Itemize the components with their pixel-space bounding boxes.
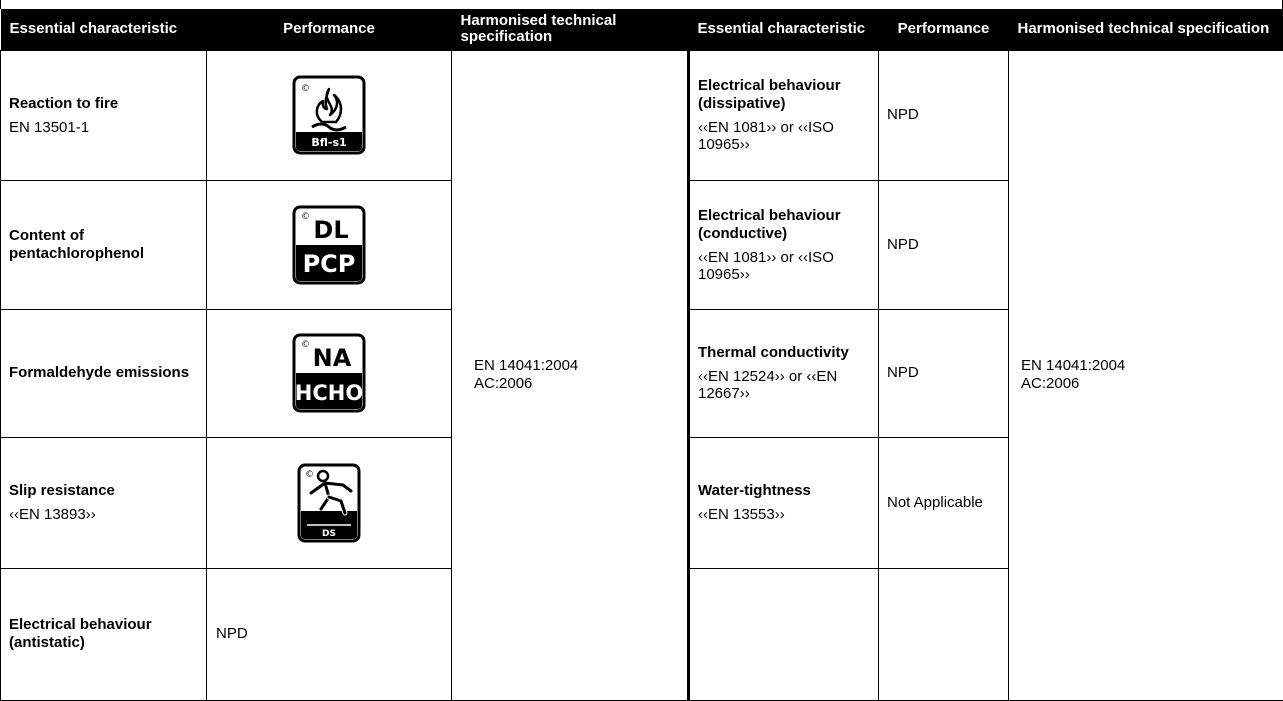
performance-table bbox=[0, 9, 1283, 701]
characteristic-name: Electrical behaviour (antistatic) bbox=[9, 616, 198, 652]
characteristic-name: Thermal conductivity bbox=[698, 344, 870, 362]
header-harmonised-spec-right: Harmonised technical specification bbox=[1009, 9, 1283, 50]
header-performance-left: Performance bbox=[207, 9, 452, 50]
top-border-strip bbox=[0, 0, 1283, 9]
characteristic-name: Slip resistance bbox=[9, 482, 198, 500]
characteristic-name: Electrical behaviour (conductive) bbox=[698, 207, 870, 243]
performance-cell bbox=[207, 180, 452, 309]
characteristic-standard: ‹‹EN 13893›› bbox=[9, 506, 198, 523]
icon-label-bottom: HCHO bbox=[295, 381, 363, 405]
characteristic-standard: ‹‹EN 1081›› or ‹‹ISO 10965›› bbox=[698, 119, 870, 153]
characteristic-standard: ‹‹EN 13553›› bbox=[698, 506, 870, 523]
characteristic-name: Reaction to fire bbox=[9, 95, 198, 113]
characteristic-name: Formaldehyde emissions bbox=[9, 364, 198, 382]
characteristic-cell bbox=[689, 50, 879, 180]
characteristic-name: Content of pentachlorophenol bbox=[9, 227, 198, 263]
icon-label-top: NA bbox=[313, 344, 352, 372]
header-row bbox=[1, 9, 1283, 50]
slip-class-label: DS bbox=[322, 529, 336, 539]
performance-cell bbox=[207, 309, 452, 437]
characteristic-standard: ‹‹EN 12524›› or ‹‹EN 12667›› bbox=[698, 368, 870, 402]
characteristic-cell bbox=[1, 568, 207, 700]
header-essential-characteristic-right: Essential characteristic bbox=[689, 9, 879, 50]
header-harmonised-spec-left: Harmonised technical specification bbox=[452, 9, 689, 50]
performance-value: NPD bbox=[879, 50, 1009, 180]
performance-value-empty bbox=[879, 568, 1009, 700]
characteristic-name: Electrical behaviour (dissipative) bbox=[698, 77, 870, 113]
characteristic-cell-empty bbox=[689, 568, 879, 700]
performance-value: Not Applicable bbox=[879, 437, 1009, 568]
slip-ds-icon bbox=[297, 463, 361, 543]
performance-value: NPD bbox=[879, 180, 1009, 309]
performance-value: NPD bbox=[879, 309, 1009, 437]
table-row bbox=[1, 50, 1283, 180]
header-performance-right: Performance bbox=[879, 9, 1009, 50]
performance-value: NPD bbox=[207, 568, 452, 700]
fire-bfl-s1-icon bbox=[292, 75, 366, 155]
icon-label-top: DL bbox=[313, 216, 348, 244]
characteristic-standard: ‹‹EN 1081›› or ‹‹ISO 10965›› bbox=[698, 249, 870, 283]
characteristic-cell bbox=[1, 50, 207, 180]
characteristic-standard: EN 13501-1 bbox=[9, 119, 198, 136]
characteristic-cell bbox=[1, 180, 207, 309]
harmonised-spec-cell-right: EN 14041:2004 AC:2006 bbox=[1009, 50, 1283, 700]
characteristic-cell bbox=[1, 309, 207, 437]
copyright-mark: © bbox=[301, 84, 310, 94]
performance-cell bbox=[207, 50, 452, 180]
characteristic-name: Water-tightness bbox=[698, 482, 870, 500]
icon-label-bottom: PCP bbox=[303, 250, 356, 278]
copyright-mark: © bbox=[301, 212, 310, 222]
characteristic-cell bbox=[689, 437, 879, 568]
copyright-mark: © bbox=[305, 470, 314, 480]
characteristic-cell bbox=[689, 180, 879, 309]
copyright-mark: © bbox=[301, 340, 310, 350]
fire-class-label: Bfl-s1 bbox=[311, 136, 346, 149]
performance-cell bbox=[207, 437, 452, 568]
na-hcho-icon bbox=[292, 333, 366, 413]
characteristic-cell bbox=[1, 437, 207, 568]
harmonised-spec-cell-left: EN 14041:2004 AC:2006 bbox=[452, 50, 689, 700]
dl-pcp-icon bbox=[292, 205, 366, 285]
characteristic-cell bbox=[689, 309, 879, 437]
header-essential-characteristic-left: Essential characteristic bbox=[1, 9, 207, 50]
